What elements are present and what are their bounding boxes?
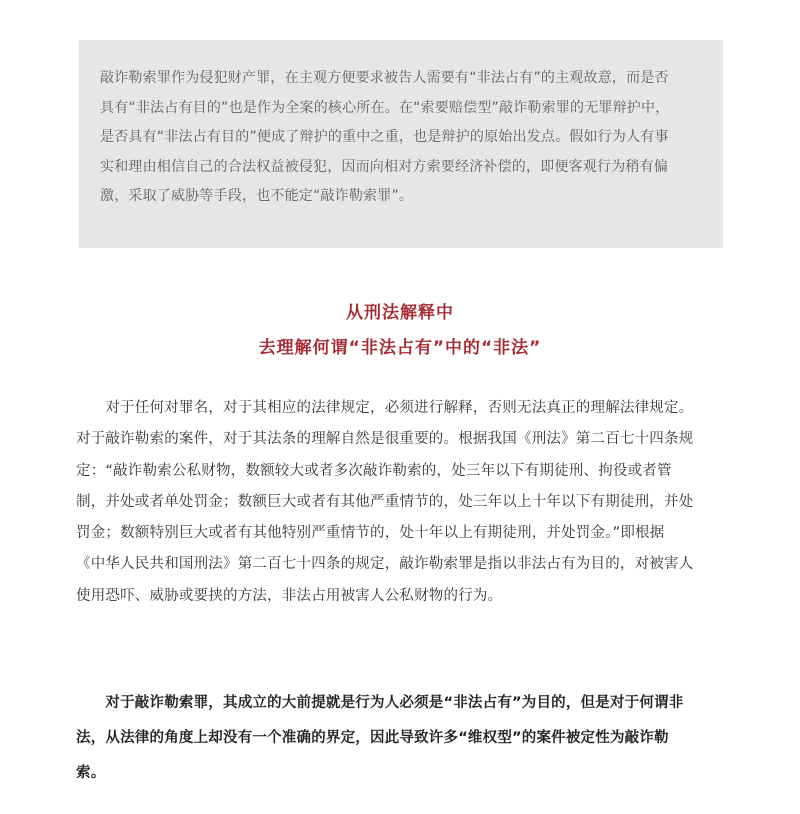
paragraph-line: 对于敲诈勒索的案件，对于其法条的理解自然是很重要的。根据我国《刑法》第二百七十四条规 [76, 431, 694, 448]
paragraph-criminal-law-interpretation [76, 393, 736, 612]
quote-box [79, 40, 723, 248]
paragraph-line: 对于敲诈勒索罪，其成立的大前提就是行为人必须是“非法占有”为目的，但是对于何谓非 [76, 695, 684, 711]
paragraph-line: 定：“敲诈勒索公私财物，数额较大或者多次敲诈勒索的，处三年以下有期徒刑、拘役或者管 [76, 462, 672, 479]
section-heading-line-2: 去理解何谓“非法占有”中的“非法” [258, 338, 542, 358]
quote-line: 敲诈勒索罪作为侵犯财产罪，在主观方便要求被告人需要有“非法占有”的主观故意，而是否 [100, 70, 669, 86]
quote-line: 具有“非法占有目的”也是作为全案的核心所在。在“索要赔偿型”敲诈勒索罪的无罪辩护中， [100, 99, 670, 116]
paragraph-line: 对于任何对罪名，对于其相应的法律规定，必须进行解释，否则无法真正的理解法律规定。 [76, 400, 694, 416]
paragraph-bold-premise [76, 686, 736, 791]
paragraph-line: 索。 [76, 765, 106, 781]
paragraph-line: 《中华人民共和国刑法》第二百七十四条的规定，敲诈勒索罪是指以非法占有为目的，对被害人 [76, 556, 694, 573]
quote-line: 是否具有“非法占有目的”便成了辩护的重中之重，也是辩护的原始出发点。假如行为人有事 [100, 129, 669, 145]
paragraph-line: 罚金；数额特别巨大或者有其他特别严重情节的，处十年以上有期徒刑，并处罚金。”即根据 [76, 525, 665, 542]
section-heading-line-1: 从刑法解释中 [346, 303, 454, 323]
paragraph-line: 制，并处或者单处罚金；数额巨大或者有其他严重情节的，处三年以上十年以下有期徒刑，并处 [76, 493, 694, 510]
paragraph-line: 使用恐吓、威胁或要挟的方法，非法占用被害人公私财物的行为。 [76, 587, 503, 604]
quote-line: 激，采取了威胁等手段，也不能定“敲诈勒索罪”。 [100, 188, 414, 204]
paragraph-line: 法，从法律的角度上却没有一个准确的界定，因此导致许多“维权型”的案件被定性为敲诈勒 [76, 730, 669, 746]
quote-line: 实和理由相信自己的合法权益被侵犯，因而向相对方索要经济补偿的，即便客观行为稍有偏 [100, 158, 668, 175]
